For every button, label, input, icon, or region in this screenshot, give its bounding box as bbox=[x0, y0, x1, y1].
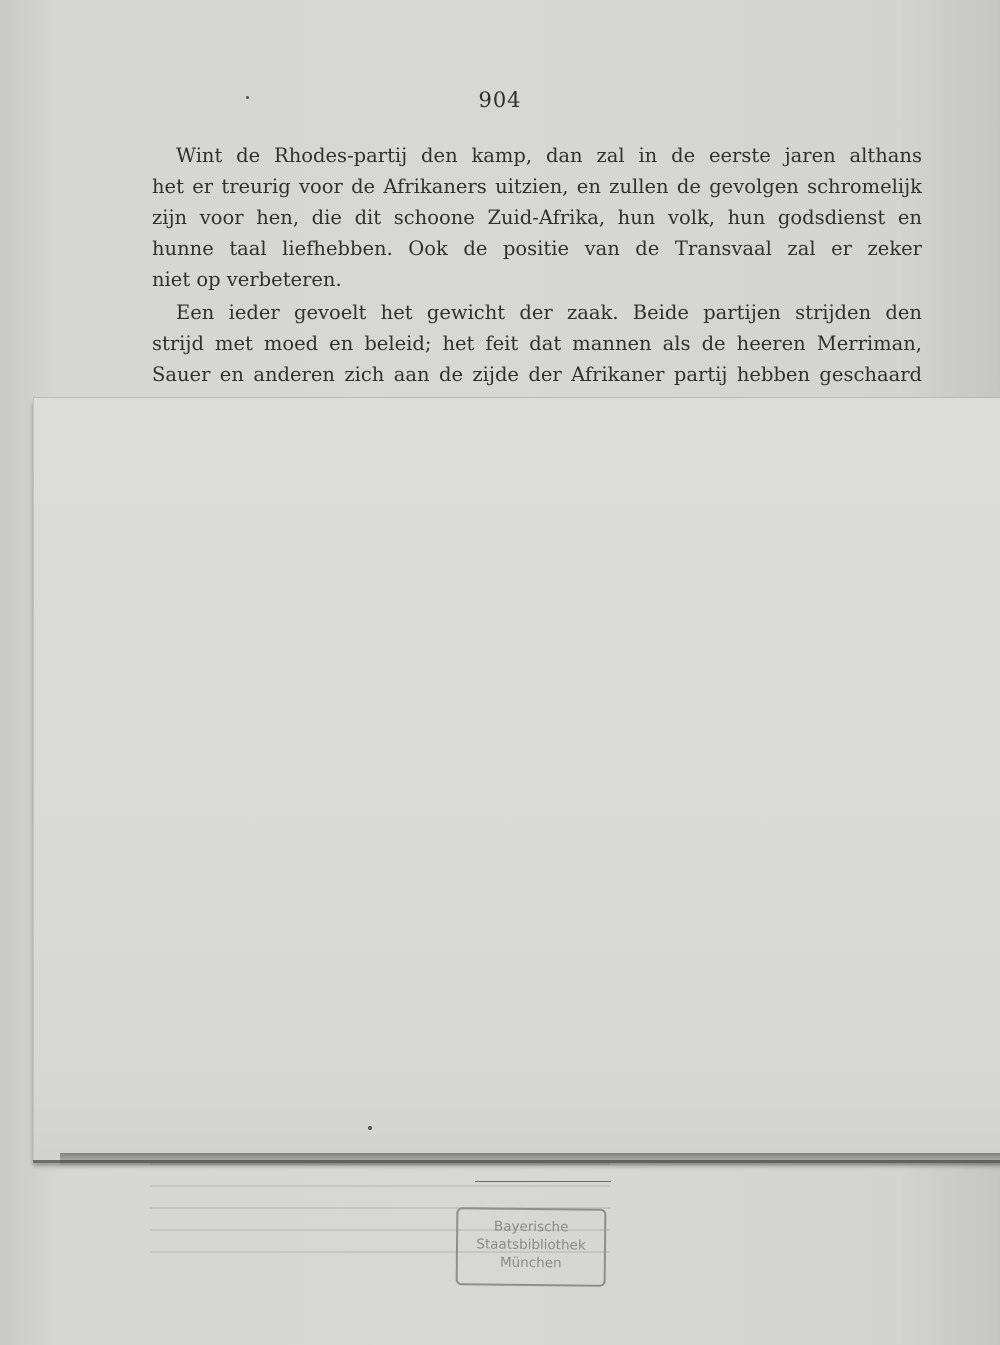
body-text bbox=[152, 140, 922, 421]
text-line: zijn voor hen, die dit schoone Zuid-Afrika, hun volk, hun godsdienst en bbox=[152, 206, 922, 229]
page-number: 904 bbox=[478, 88, 522, 112]
library-stamp bbox=[456, 1207, 607, 1287]
stamp-line: Staatsbibliothek bbox=[476, 1236, 586, 1254]
separator-rule bbox=[475, 1181, 611, 1182]
text-line: Wint de Rhodes-partij den kamp, dan zal in de eerste jaren althans bbox=[176, 144, 922, 167]
stamp-line: München bbox=[499, 1254, 562, 1272]
paragraph-1 bbox=[152, 140, 922, 295]
overlay-blank-sheet bbox=[33, 397, 1000, 1160]
text-line: niet op verbeteren. bbox=[152, 268, 342, 291]
stamp-line: Bayerische bbox=[493, 1218, 569, 1236]
text-line: Sauer en anderen zich aan de zijde der Afrikaner partij hebben geschaard bbox=[152, 363, 922, 386]
text-line: Een ieder gevoelt het gewicht der zaak. Beide partijen strijden den bbox=[176, 301, 922, 324]
text-line: hunne taal liefhebben. Ook de positie van de Transvaal zal er zeker bbox=[152, 237, 922, 260]
ink-speck bbox=[246, 96, 249, 99]
text-line: strijd met moed en beleid; het feit dat mannen als de heeren Merriman, bbox=[152, 332, 922, 355]
ink-speck bbox=[368, 1126, 372, 1130]
text-line: het er treurig voor de Afrikaners uitzien, en zullen de gevolgen schromelijk bbox=[152, 175, 922, 198]
